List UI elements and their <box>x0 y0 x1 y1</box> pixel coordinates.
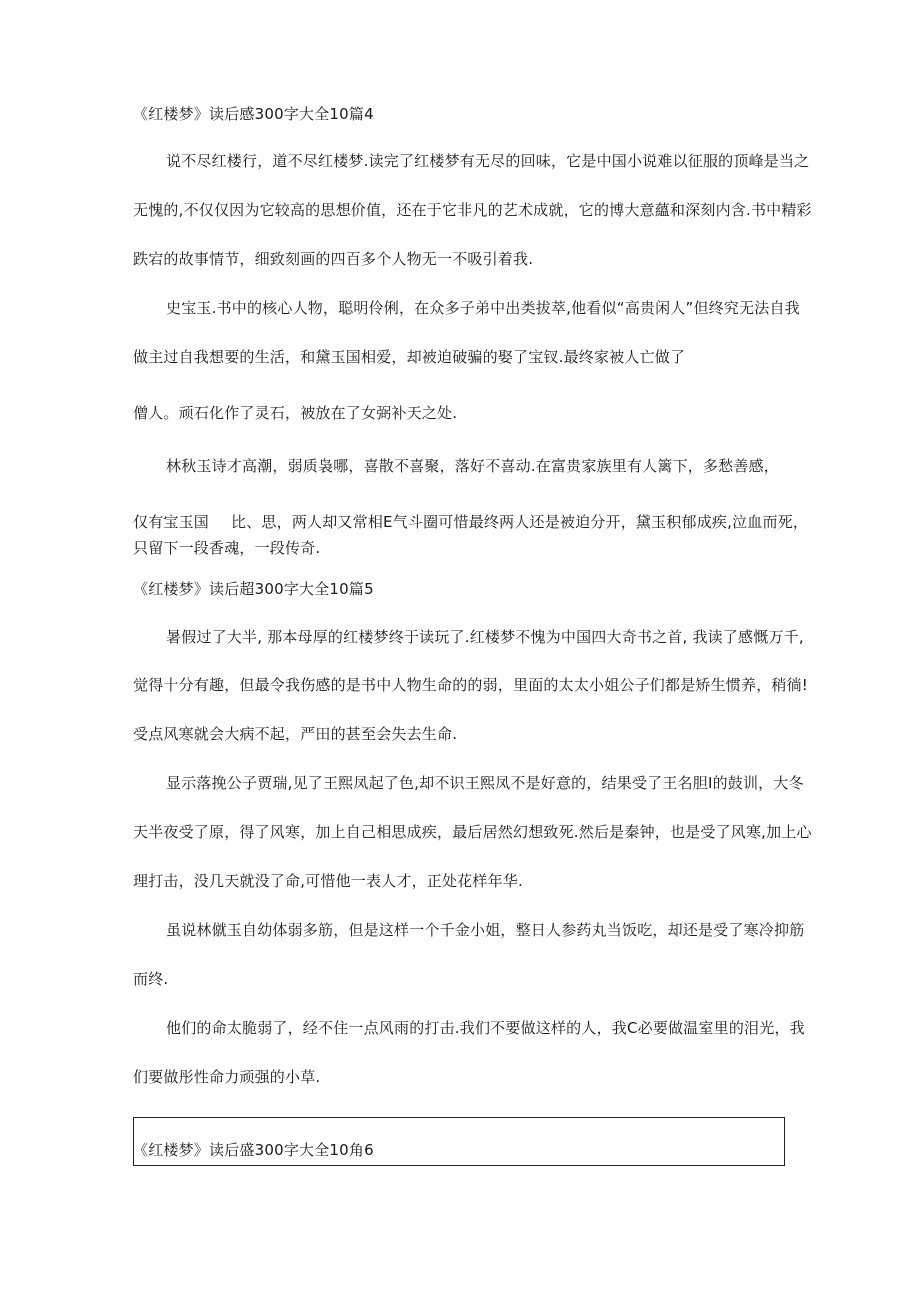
paragraph-line <box>133 512 808 532</box>
paragraph-line: 暑假过了大半, 那本母厚的红楼梦终于读玩了.红楼梦不愧为中国四大奇书之首, 我读了感慨万千, <box>166 628 804 646</box>
section-6-box <box>133 1117 785 1166</box>
paragraph-line: 天半夜受了原，得了风寒，加上自己相思成疾，最后居然幻想致死.然后是秦钟，也是受了风寒,加上心 <box>133 823 812 841</box>
paragraph-line: 觉得十分有趣，但最令我伤感的是书中人物生命的的弱，里面的太太小姐公子们都是矫生惯养，稍徜! <box>133 676 809 694</box>
paragraph-line: 无愧的,不仅仅因为它较高的思想价值，还在于它非凡的艺术成就，它的博大意蘊和深刻内含.书中精彩 <box>133 201 812 219</box>
paragraph-fragment: 仅有宝玉国 <box>133 513 210 531</box>
paragraph-line: 而终. <box>133 970 169 988</box>
paragraph-line: 显示落挽公子贾瑞,见了王熙凤起了色,却不识王熙凤不是好意的，结果受了王名胆I的鼓训，大冬 <box>166 774 804 792</box>
paragraph-line: 理打击，没几天就没了命,可惜他一表人才，正处花样年华. <box>133 872 523 890</box>
paragraph-line: 史宝玉.书中的核心人物，聪明伶俐，在众多子弟中出类拔萃,他看似“高贵闲人”但终究无法自我 <box>166 299 800 317</box>
section-title-5: 《红楼梦》读后超300字大全10篇5 <box>133 580 374 598</box>
paragraph-line: 虽说林僦玉自幼体弱多筋，但是这样一个千金小姐，整日人参药丸当饭吃，却还是受了寒冷抑筋 <box>166 921 805 939</box>
paragraph-line: 僧人。顽石化作了灵石，被放在了女弼补天之处. <box>133 404 458 422</box>
paragraph-line: 说不尽红楼行，道不尽红楼梦.读完了红楼梦有无尽的回味，它是中国小说难以征服的顶峰是当之 <box>166 152 810 170</box>
paragraph-line: 只留下一段香魂，一段传奇. <box>133 539 321 557</box>
paragraph-line: 林秋玉诗才高潮，弱质袅哪，喜散不喜聚，落好不喜动.在富贵家族里有人篱下，多愁善感， <box>166 457 779 475</box>
paragraph-line: 受点风寒就会大病不起，严田的甚至会失去生命. <box>133 725 458 743</box>
paragraph-line: 做主过自我想要的生活，和黛玉国相爱，却被迫破骗的娶了宝钗.最终家被人亡做了 <box>133 348 686 366</box>
paragraph-line: 跌宕的故事情节，细致刻画的四百多个人物无一不吸引着我. <box>133 250 534 268</box>
paragraph-fragment: 比、思，两人却又常相E气斗圈可惜最终两人还是被迫分开，黛玉积郁成疾,泣血而死， <box>231 513 809 531</box>
paragraph-line: 他们的命太脆弱了，经不住一点风雨的打击.我们不要做这样的人，我C必要做温室里的泪光，我 <box>166 1019 805 1037</box>
section-title-4: 《红楼梦》读后感300字大全10篇4 <box>133 105 374 123</box>
paragraph-line: 们要做彤性命力顽强的小草. <box>133 1068 321 1086</box>
section-title-6: 《红楼梦》读后盛300字大全10角6 <box>133 1141 374 1159</box>
